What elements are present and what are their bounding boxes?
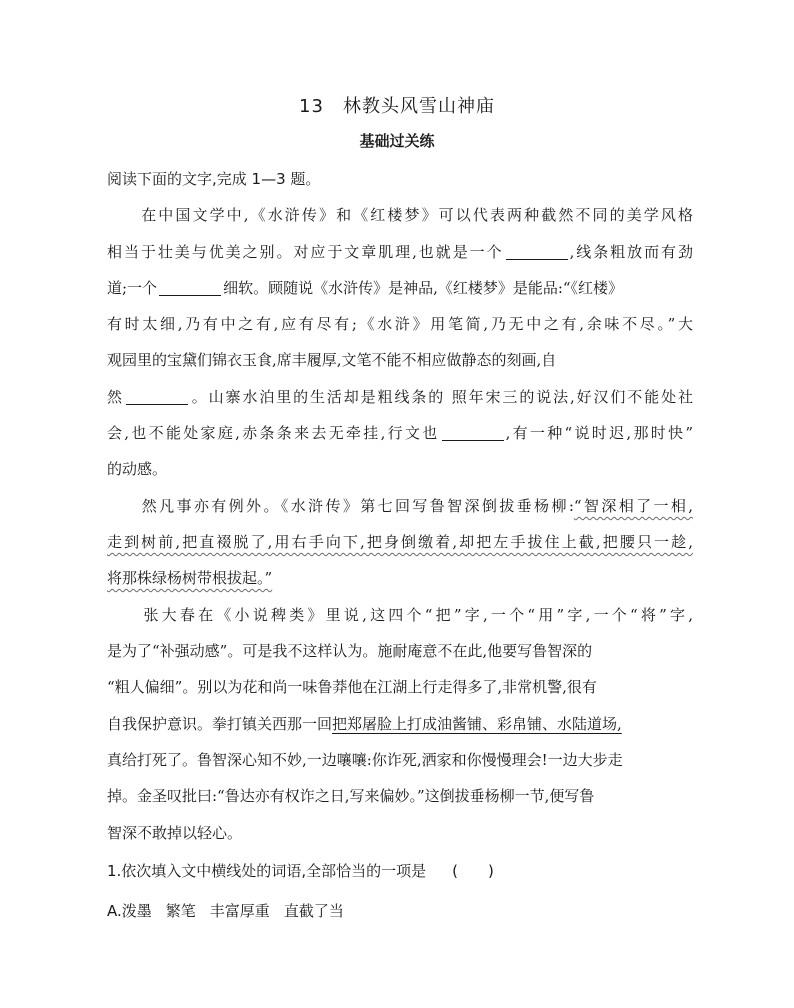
passage-line: 然凡事亦有例外。《水浒传》第七回写鲁智深倒拔垂杨柳:“智深相了一相, [107,497,694,515]
passage-line: “粗人偏细”。别以为花和尚一味鲁莽他在江湖上行走得多了,非常机警,很有 [107,678,597,696]
passage-line: 是为了“补强动感”。可是我不这样认为。施耐庵意不在此,他要写鲁智深的 [107,642,593,660]
passage-line: 有时太细,乃有中之有,应有尽有;《水浒》用笔简,乃无中之有,余味不尽。”大 [107,315,693,333]
section-subtitle: 基础过关练 [359,132,435,150]
fill-blank-2[interactable] [159,280,221,296]
fill-blank-3[interactable] [126,389,188,405]
passage-line [107,567,693,589]
passage-line: 道;一个 细软。顾随说《水浒传》是神品,《红楼梦》是能品:“《红楼》 [107,279,624,297]
fill-blank-1[interactable] [506,244,568,260]
passage-line: 掉。金圣叹批曰:“鲁达亦有权诈之日,写来偏妙。”这倒拔垂杨柳一节,便写鲁 [107,787,595,805]
question-1-stem: 1.依次填入文中横线处的词语,全部恰当的一项是 [107,862,427,880]
passage-line [107,531,693,553]
option-a-word: 直截了当 [283,902,344,920]
option-a-word: 泼墨 [121,902,152,920]
option-a-word: 繁笔 [165,902,196,920]
passage-line: 观园里的宝黛们锦衣玉食,席丰履厚,文笔不能不相应做静态的刻画,自 [107,351,557,369]
passage-line: 张大春在《小说稗类》里说,这四个“把”字,一个“用”字,一个“将”字, [107,606,693,624]
wavy-underlined-quote: 走到树前,把直裰脱了,用右手向下,把身倒缴着,却把左手拔住上截,把腰只一趁, [107,533,693,551]
wavy-underlined-quote: 将那株绿杨树带根拔起。” [107,569,273,587]
option-a-label: A. [107,902,122,920]
passage-line: 自我保护意识。拳打镇关西那一回把郑屠脸上打成油酱铺、彩帛铺、水陆道场, [107,715,622,733]
passage-line: 会,也不能处家庭,赤条条来去无牵挂,行文也 ,有一种“说时迟,那时快” [107,424,694,442]
passage-line: 相当于壮美与优美之别。对应于文章肌理,也就是一个 ,线条粗放而有劲 [107,243,693,261]
lesson-title: 13 林教头风雪山神庙 [299,96,495,117]
fill-blank-4[interactable] [442,425,504,441]
underlined-phrase: 把郑屠脸上打成油酱铺、彩帛铺、水陆道场, [332,715,622,733]
answer-bracket[interactable]: ( ) [452,862,494,880]
question-1 [107,860,494,881]
passage-line: 真给打死了。鲁智深心知不妙,一边嚷嚷:你诈死,洒家和你慢慢理会!一边大步走 [107,751,623,769]
passage-line: 然 。山寨水泊里的生活却是粗线条的 照年宋三的说法,好汉们不能处社 [107,388,693,406]
reading-instruction: 阅读下面的文字,完成 1—3 题。 [107,170,321,188]
passage-line: 在中国文学中,《水浒传》和《红楼梦》可以代表两种截然不同的美学风格 [107,206,693,224]
passage-line: 智深不敢掉以轻心。 [107,824,243,842]
passage-line: 的动感。 [107,460,168,478]
option-a[interactable] [107,900,358,921]
wavy-underlined-quote: “智深相了一相, [573,497,694,515]
option-a-word: 丰富厚重 [209,902,270,920]
